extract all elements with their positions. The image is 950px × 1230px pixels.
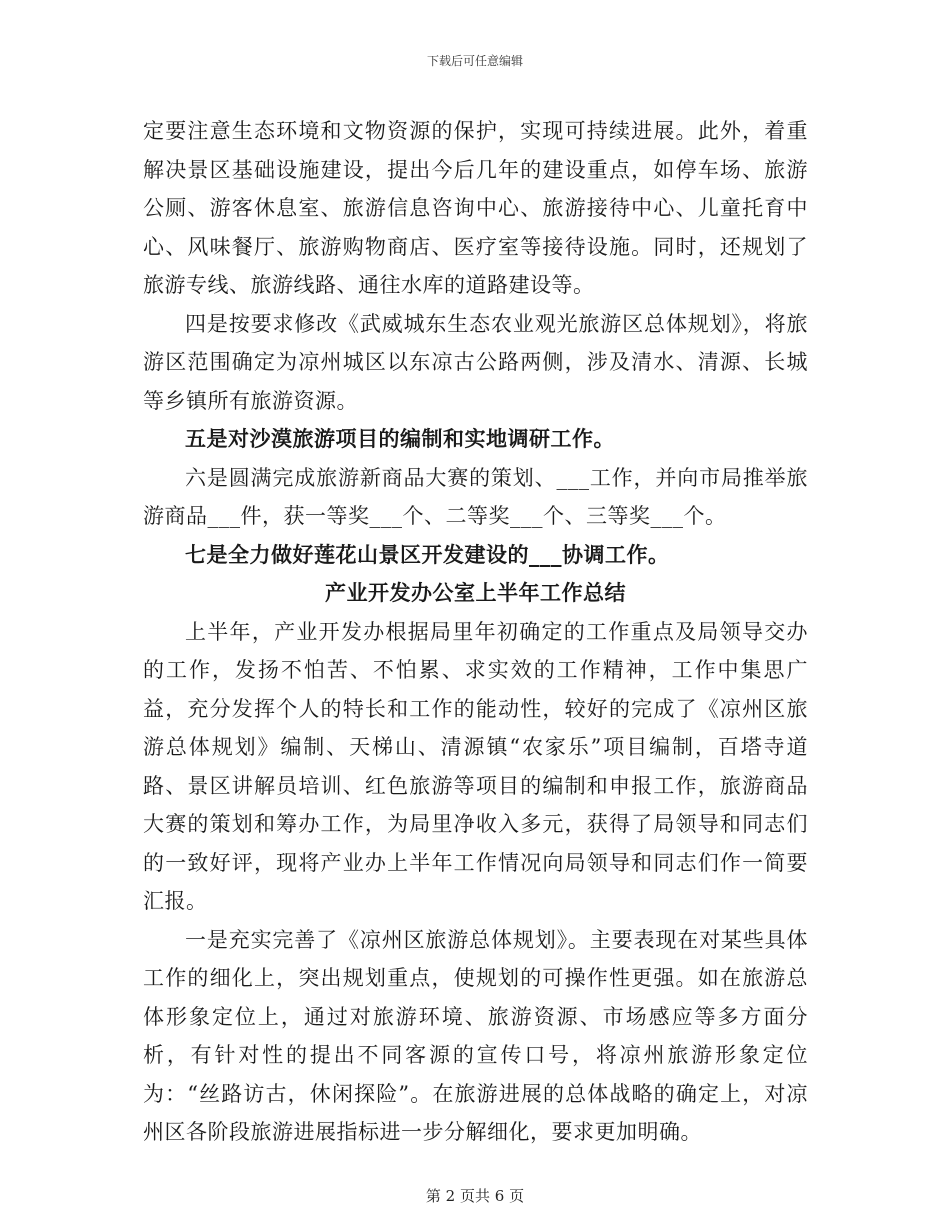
section-title: 产业开发办公室上半年工作总结 <box>325 580 626 605</box>
paragraph-continuation: 定要注意生态环境和文物资源的保护，实现可持续进展。此外，着重解决景区基础设施建设，提出今后几年的建设重点，如停车场、旅游公厕、游客休息室、旅游信息咨询中心、旅游接待中心、儿童托育中心、风味餐厅、旅游购物商店、医疗室等接待设施。同时，还规划了旅游专线、旅游线路、通往水库的道路建设等。 <box>143 119 808 297</box>
document-body <box>143 112 808 1152</box>
page-footer: 第 2 页共 6 页 <box>425 1187 525 1205</box>
paragraph-item-four: 四是按要求修改《武威城东生态农业观光旅游区总体规划》，将旅游区范围确定为凉州城区以东凉古公路两侧，涉及清水、清源、长城等乡镇所有旅游资源。 <box>143 311 808 413</box>
page-header: 下载后可任意编辑 <box>426 54 523 68</box>
paragraph-item-seven: 七是全力做好莲花山景区开发建设的___协调工作。 <box>185 541 670 567</box>
paragraph-summary-intro: 上半年，产业开发办根据局里年初确定的工作重点及局领导交办的工作，发扬不怕苦、不怕累、求实效的工作精神，工作中集思广益，充分发挥个人的特长和工作的能动性，较好的完成了《凉州区旅游总体规划》编制、天梯山、清源镇“农家乐”项目编制，百塔寺道路、景区讲解员培训、红色旅游等项目的编制和申报工作，旅游商品大赛的策划和筹办工作，为局里净收入多元，获得了局领导和同志们的一致好评，现将产业办上半年工作情况向局领导和同志们作一简要汇报。 <box>143 619 808 913</box>
paragraph-item-one: 一是充实完善了《凉州区旅游总体规划》。主要表现在对某些具体工作的细化上，突出规划重点，使规划的可操作性更强。如在旅游总体形象定位上，通过对旅游环境、旅游资源、市场感应等多方面分析，有针对性的提出不同客源的宣传口号，将凉州旅游形象定位为：“丝路访古，休闲探险”。在旅游进展的总体战略的确定上，对凉州区各阶段旅游进展指标进一步分解细化，要求更加明确。 <box>143 927 808 1144</box>
paragraph-item-six: 六是圆满完成旅游新商品大赛的策划、___工作，并向市局推举旅游商品___件，获一等奖___个、二等奖___个、三等奖___个。 <box>143 465 808 528</box>
paragraph-item-five: 五是对沙漠旅游项目的编制和实地调研工作。 <box>185 426 615 451</box>
